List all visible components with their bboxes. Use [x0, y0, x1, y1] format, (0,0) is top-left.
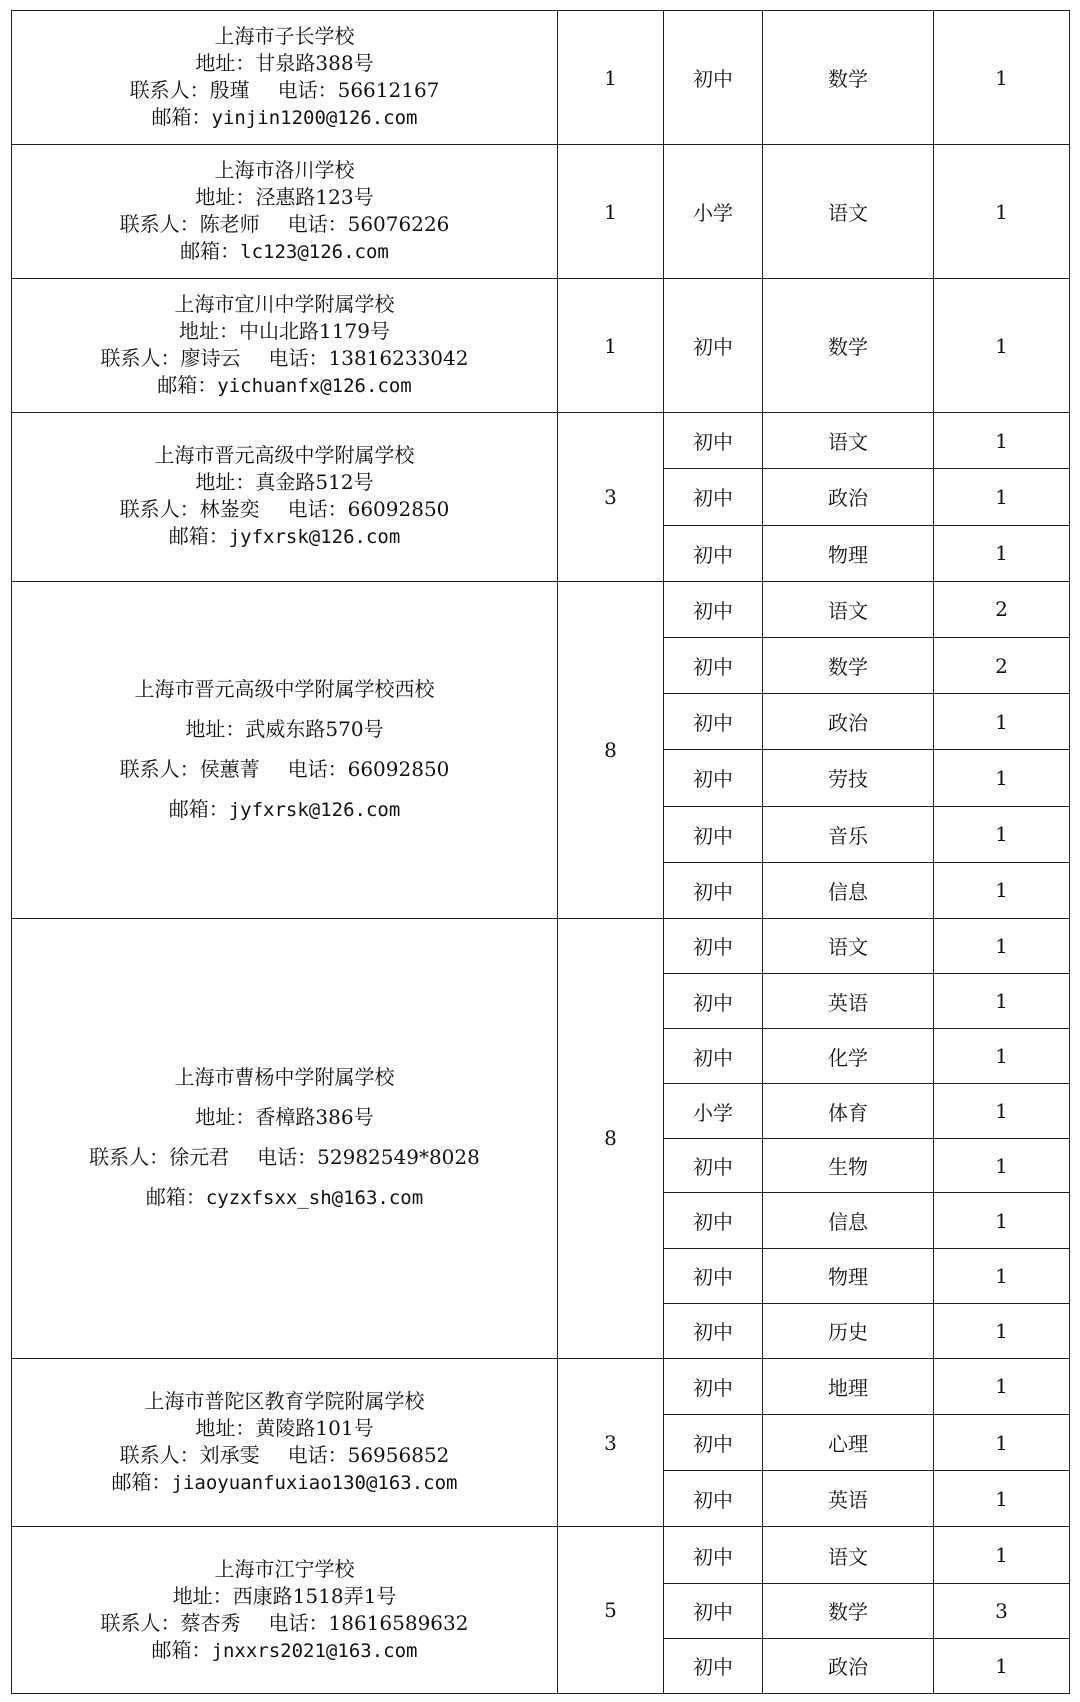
school-address-line: [12, 1104, 557, 1131]
school-email-line: [12, 523, 557, 551]
email-label: 邮箱：: [157, 373, 218, 398]
recruitment-table: [11, 10, 1070, 1694]
contact-label: 联系人：: [89, 1145, 170, 1170]
school-address-line: [12, 1583, 557, 1610]
position-count-cell: 1: [934, 862, 1070, 918]
phone-label: 电话：: [257, 1145, 318, 1170]
subject-cell: 信息: [763, 862, 934, 918]
school-info-cell: [12, 581, 558, 918]
position-count-cell: 1: [934, 1358, 1070, 1414]
school-level-cell: 初中: [664, 750, 763, 806]
subject-cell: 语文: [763, 918, 934, 973]
school-level-cell: 小学: [664, 1084, 763, 1139]
subject-cell: 生物: [763, 1139, 934, 1193]
school-level-cell: 初中: [664, 1638, 763, 1693]
contact-name: 侯蕙菁: [199, 756, 260, 781]
school-email-line: [12, 1469, 557, 1497]
contact-name: 刘承雯: [199, 1443, 260, 1468]
total-positions-cell: 8: [558, 581, 664, 918]
address-label: 地址：: [195, 1416, 256, 1441]
email-address: jyfxrsk@126.com: [228, 526, 401, 549]
email-address: yichuanfx@126.com: [217, 375, 412, 398]
school-level-cell: 初中: [664, 1139, 763, 1193]
phone-label: 电话：: [287, 497, 348, 522]
position-count-cell: 2: [934, 637, 1070, 693]
school-info-cell: [12, 279, 558, 413]
position-count-cell: 2: [934, 581, 1070, 637]
phone-number: 66092850: [347, 497, 450, 522]
school-email-line: [12, 372, 557, 400]
subject-cell: 英语: [763, 1471, 934, 1527]
school-address: 真金路512号: [255, 470, 374, 495]
table-row: [12, 1527, 1070, 1583]
total-positions-cell: 5: [558, 1527, 664, 1694]
subject-cell: 语文: [763, 413, 934, 469]
table-row: [12, 413, 1070, 469]
school-level-cell: 初中: [664, 974, 763, 1029]
contact-label: 联系人：: [100, 346, 181, 371]
phone-label: 电话：: [277, 78, 338, 103]
subject-cell: 数学: [763, 11, 934, 145]
school-email-line: [12, 238, 557, 266]
position-count-cell: 1: [934, 1471, 1070, 1527]
email-address: yinjin1200@126.com: [211, 107, 418, 130]
address-label: 地址：: [195, 470, 256, 495]
school-level-cell: 初中: [664, 1527, 763, 1583]
school-contact-line: [12, 496, 557, 523]
school-contact-line: [12, 345, 557, 372]
school-contact-line: [12, 756, 557, 783]
subject-cell: 数学: [763, 279, 934, 413]
school-address: 西康路1518弄1号: [232, 1583, 397, 1608]
contact-label: 联系人：: [119, 756, 200, 781]
contact-name: 殷瑾: [209, 78, 250, 103]
total-positions-cell: 1: [558, 279, 664, 413]
school-address-line: [12, 318, 557, 345]
school-name: 上海市宜川中学附属学校: [174, 292, 395, 317]
phone-number: 56956852: [347, 1443, 450, 1468]
subject-cell: 语文: [763, 1527, 934, 1583]
contact-label: 联系人：: [119, 497, 200, 522]
position-count-cell: 1: [934, 1527, 1070, 1583]
school-level-cell: 初中: [664, 581, 763, 637]
school-email-line: [12, 104, 557, 132]
subject-cell: 化学: [763, 1029, 934, 1084]
school-name-line: [12, 291, 557, 318]
subject-cell: 历史: [763, 1303, 934, 1358]
school-level-cell: 初中: [664, 1248, 763, 1303]
subject-cell: 语文: [763, 581, 934, 637]
school-address: 香樟路386号: [255, 1105, 374, 1130]
total-positions-cell: 8: [558, 918, 664, 1358]
position-count-cell: 1: [934, 1415, 1070, 1471]
contact-name: 蔡杏秀: [180, 1610, 241, 1635]
address-label: 地址：: [185, 716, 246, 741]
contact-label: 联系人：: [119, 1443, 200, 1468]
total-positions-cell: 1: [558, 11, 664, 145]
school-level-cell: 初中: [664, 1303, 763, 1358]
school-name: 上海市晋元高级中学附属学校: [154, 443, 415, 468]
phone-number: 66092850: [347, 756, 450, 781]
school-level-cell: 小学: [664, 145, 763, 279]
subject-cell: 政治: [763, 694, 934, 750]
position-count-cell: 3: [934, 1583, 1070, 1638]
email-label: 邮箱：: [180, 239, 241, 264]
email-label: 邮箱：: [168, 524, 229, 549]
subject-cell: 数学: [763, 637, 934, 693]
school-address: 甘泉路388号: [255, 51, 374, 76]
school-info-cell: [12, 11, 558, 145]
school-name-line: [12, 23, 557, 50]
address-label: 地址：: [172, 1583, 233, 1608]
subject-cell: 物理: [763, 1248, 934, 1303]
school-name-line: [12, 442, 557, 469]
school-name: 上海市子长学校: [214, 24, 355, 49]
school-name-line: [12, 1556, 557, 1583]
email-label: 邮箱：: [168, 796, 229, 821]
school-name-line: [12, 676, 557, 703]
table-row: [12, 581, 1070, 637]
school-email-line: [12, 796, 557, 824]
subject-cell: 语文: [763, 145, 934, 279]
school-level-cell: 初中: [664, 469, 763, 525]
email-address: jnxxrs2021@163.com: [211, 1639, 418, 1662]
school-info-cell: [12, 413, 558, 582]
position-count-cell: 1: [934, 806, 1070, 862]
school-name-line: [12, 1388, 557, 1415]
phone-label: 电话：: [287, 1443, 348, 1468]
position-count-cell: 1: [934, 1303, 1070, 1358]
school-level-cell: 初中: [664, 918, 763, 973]
table-row: [12, 145, 1070, 279]
subject-cell: 政治: [763, 1638, 934, 1693]
school-level-cell: 初中: [664, 1471, 763, 1527]
phone-label: 电话：: [287, 212, 348, 237]
school-level-cell: 初中: [664, 1193, 763, 1248]
position-count-cell: 1: [934, 469, 1070, 525]
school-level-cell: 初中: [664, 1583, 763, 1638]
position-count-cell: 1: [934, 145, 1070, 279]
contact-label: 联系人：: [100, 1610, 181, 1635]
school-contact-line: [12, 211, 557, 238]
position-count-cell: 1: [934, 1029, 1070, 1084]
school-name: 上海市普陀区教育学院附属学校: [144, 1389, 425, 1414]
phone-number: 52982549*8028: [317, 1145, 480, 1170]
school-level-cell: 初中: [664, 413, 763, 469]
total-positions-cell: 1: [558, 145, 664, 279]
email-label: 邮箱：: [151, 105, 212, 130]
school-level-cell: 初中: [664, 1415, 763, 1471]
school-contact-line: [12, 1610, 557, 1637]
position-count-cell: 1: [934, 11, 1070, 145]
school-address: 泾惠路123号: [255, 185, 374, 210]
email-address: jiaoyuanfuxiao130@163.com: [171, 1472, 458, 1495]
position-count-cell: 1: [934, 918, 1070, 973]
contact-name: 林崟奕: [199, 497, 260, 522]
subject-cell: 数学: [763, 1583, 934, 1638]
subject-cell: 体育: [763, 1084, 934, 1139]
school-level-cell: 初中: [664, 525, 763, 581]
table-row: [12, 11, 1070, 145]
subject-cell: 音乐: [763, 806, 934, 862]
email-address: jyfxrsk@126.com: [228, 798, 401, 821]
phone-number: 13816233042: [328, 346, 469, 371]
total-positions-cell: 3: [558, 413, 664, 582]
email-label: 邮箱：: [151, 1637, 212, 1662]
subject-cell: 劳技: [763, 750, 934, 806]
email-label: 邮箱：: [111, 1470, 172, 1495]
email-address: lc123@126.com: [240, 241, 389, 264]
address-label: 地址：: [179, 319, 240, 344]
contact-name: 廖诗云: [180, 346, 241, 371]
contact-label: 联系人：: [119, 212, 200, 237]
position-count-cell: 1: [934, 1193, 1070, 1248]
subject-cell: 物理: [763, 525, 934, 581]
subject-cell: 心理: [763, 1415, 934, 1471]
address-label: 地址：: [195, 1105, 256, 1130]
phone-label: 电话：: [268, 346, 329, 371]
school-info-cell: [12, 1358, 558, 1527]
school-info-cell: [12, 1527, 558, 1694]
school-name: 上海市洛川学校: [214, 158, 355, 183]
position-count-cell: 1: [934, 1084, 1070, 1139]
contact-label: 联系人：: [129, 78, 210, 103]
school-name-line: [12, 1064, 557, 1091]
school-name-line: [12, 157, 557, 184]
phone-number: 56076226: [347, 212, 450, 237]
school-address-line: [12, 716, 557, 743]
position-count-cell: 1: [934, 413, 1070, 469]
school-level-cell: 初中: [664, 1358, 763, 1414]
position-count-cell: 1: [934, 1638, 1070, 1693]
subject-cell: 地理: [763, 1358, 934, 1414]
position-count-cell: 1: [934, 279, 1070, 413]
total-positions-cell: 3: [558, 1358, 664, 1527]
school-level-cell: 初中: [664, 279, 763, 413]
school-name: 上海市江宁学校: [214, 1556, 355, 1581]
email-label: 邮箱：: [145, 1185, 206, 1210]
school-address: 武威东路570号: [245, 716, 384, 741]
address-label: 地址：: [195, 185, 256, 210]
phone-number: 56612167: [337, 78, 440, 103]
school-level-cell: 初中: [664, 806, 763, 862]
school-level-cell: 初中: [664, 11, 763, 145]
school-level-cell: 初中: [664, 694, 763, 750]
table-row: [12, 918, 1070, 973]
school-info-cell: [12, 145, 558, 279]
phone-number: 18616589632: [328, 1610, 469, 1635]
position-count-cell: 1: [934, 1248, 1070, 1303]
school-name: 上海市曹杨中学附属学校: [174, 1065, 395, 1090]
subject-cell: 英语: [763, 974, 934, 1029]
school-address-line: [12, 50, 557, 77]
school-email-line: [12, 1637, 557, 1665]
school-address: 中山北路1179号: [239, 319, 390, 344]
school-level-cell: 初中: [664, 637, 763, 693]
school-name: 上海市晋元高级中学附属学校西校: [134, 676, 435, 701]
table-row: [12, 279, 1070, 413]
school-address: 黄陵路101号: [255, 1416, 374, 1441]
subject-cell: 政治: [763, 469, 934, 525]
school-address-line: [12, 184, 557, 211]
position-count-cell: 1: [934, 974, 1070, 1029]
address-label: 地址：: [195, 51, 256, 76]
position-count-cell: 1: [934, 694, 1070, 750]
phone-label: 电话：: [287, 756, 348, 781]
school-contact-line: [12, 1442, 557, 1469]
phone-label: 电话：: [268, 1610, 329, 1635]
school-contact-line: [12, 77, 557, 104]
position-count-cell: 1: [934, 750, 1070, 806]
school-contact-line: [12, 1144, 557, 1171]
school-address-line: [12, 469, 557, 496]
school-info-cell: [12, 918, 558, 1358]
school-level-cell: 初中: [664, 862, 763, 918]
table-row: [12, 1358, 1070, 1414]
school-email-line: [12, 1184, 557, 1212]
position-count-cell: 1: [934, 1139, 1070, 1193]
subject-cell: 信息: [763, 1193, 934, 1248]
contact-name: 徐元君: [169, 1145, 230, 1170]
position-count-cell: 1: [934, 525, 1070, 581]
contact-name: 陈老师: [199, 212, 260, 237]
email-address: cyzxfsxx_sh@163.com: [205, 1187, 424, 1210]
school-address-line: [12, 1415, 557, 1442]
school-level-cell: 初中: [664, 1029, 763, 1084]
